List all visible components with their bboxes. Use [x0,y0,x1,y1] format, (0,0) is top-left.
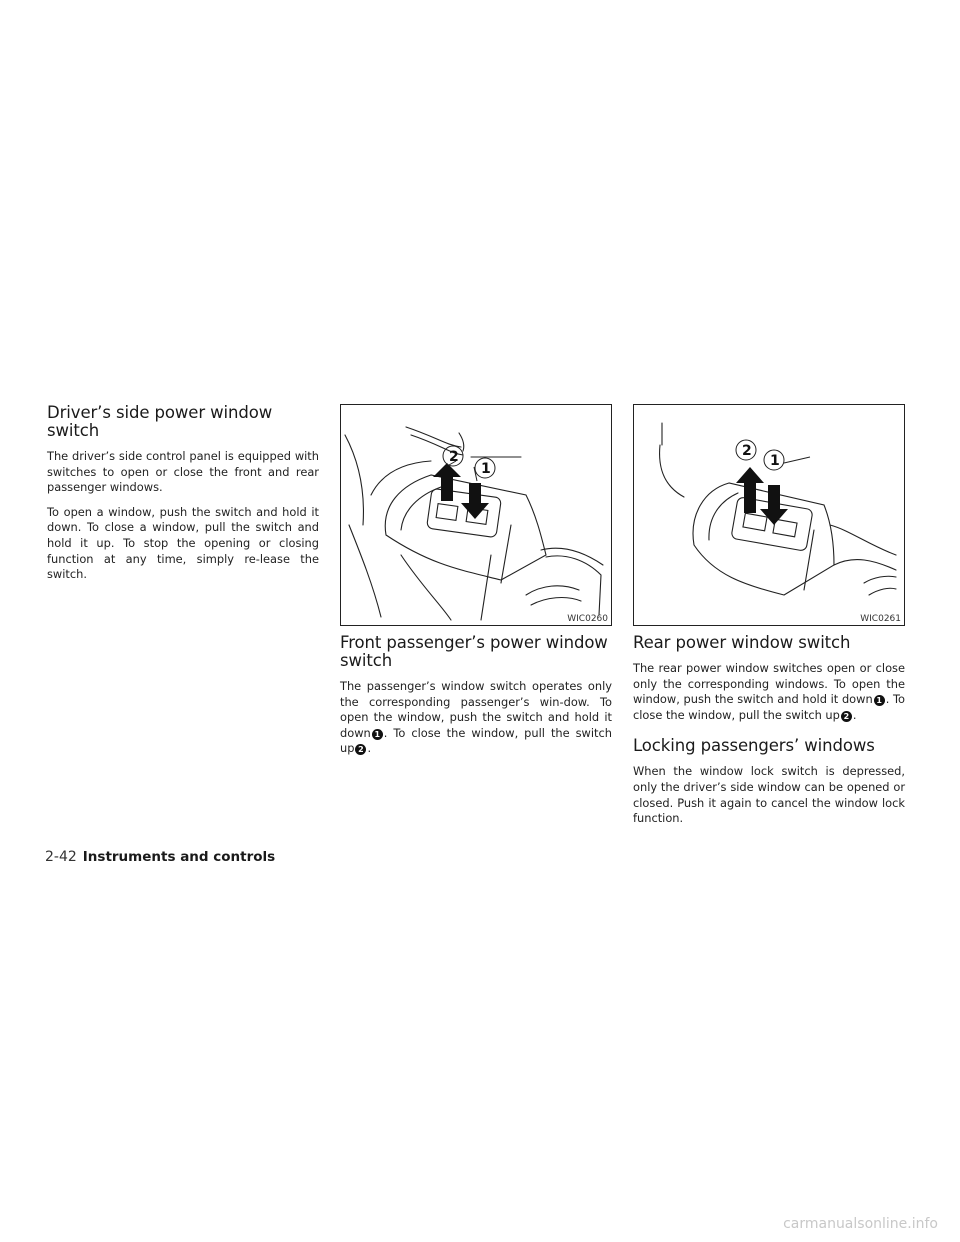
front-passenger-section [340,404,612,766]
locking-paragraph: When the window lock switch is depressed, only the driver’s side window can be opened or closed. Push it again to cancel the window lock function. [633,764,905,826]
rear-figure [633,404,905,626]
page-footer [45,849,275,865]
driver-section [47,404,319,592]
rear-paragraph: The rear power window switches open or close only the corresponding windows. To open the window, push the switch and hold it down 1 . To close the window, pull the switch up 2 . [633,661,905,722]
front-passenger-figure [340,404,612,626]
label-one: 1 [481,461,491,477]
marker-2-icon: 2 [355,744,366,755]
front-heading: Front passenger’s power window switch [340,633,608,670]
label-two: 2 [449,449,459,465]
rear-label-one: 1 [770,453,780,469]
front-switch-illustration [341,405,611,625]
section-title: Instruments and controls [82,849,276,865]
rear-marker-1-icon: 1 [874,695,885,706]
locking-heading: Locking passengers’ windows [633,736,875,756]
driver-paragraph-2: To open a window, push the switch and hold it down. To close a window, pull the switch and hold it up. To stop the opening or closing function at any time, simply re-lease the switch. [47,504,319,582]
driver-heading: Driver’s side power window switch [47,403,273,440]
watermark-text: carmanualsonline.info [783,1216,938,1232]
rear-figure-code: WIC0261 [860,614,901,624]
marker-1-icon: 1 [372,729,383,740]
front-figure-code: WIC0260 [567,614,608,624]
rear-label-two: 2 [742,443,752,459]
rear-section [633,404,905,836]
rear-marker-2-icon: 2 [841,711,852,722]
front-paragraph: The passenger’s window switch operates only the corresponding passenger’s win-dow. To open the window, push the switch and hold it down 1 . To close the window, pull the switch up 2 . [340,679,612,756]
rear-switch-illustration [634,405,904,625]
driver-paragraph-1: The driver’s side control panel is equipped with switches to open or close the front and rear passenger windows. [47,449,319,495]
page-number: 2-42 [45,849,77,865]
rear-heading: Rear power window switch [633,633,851,652]
